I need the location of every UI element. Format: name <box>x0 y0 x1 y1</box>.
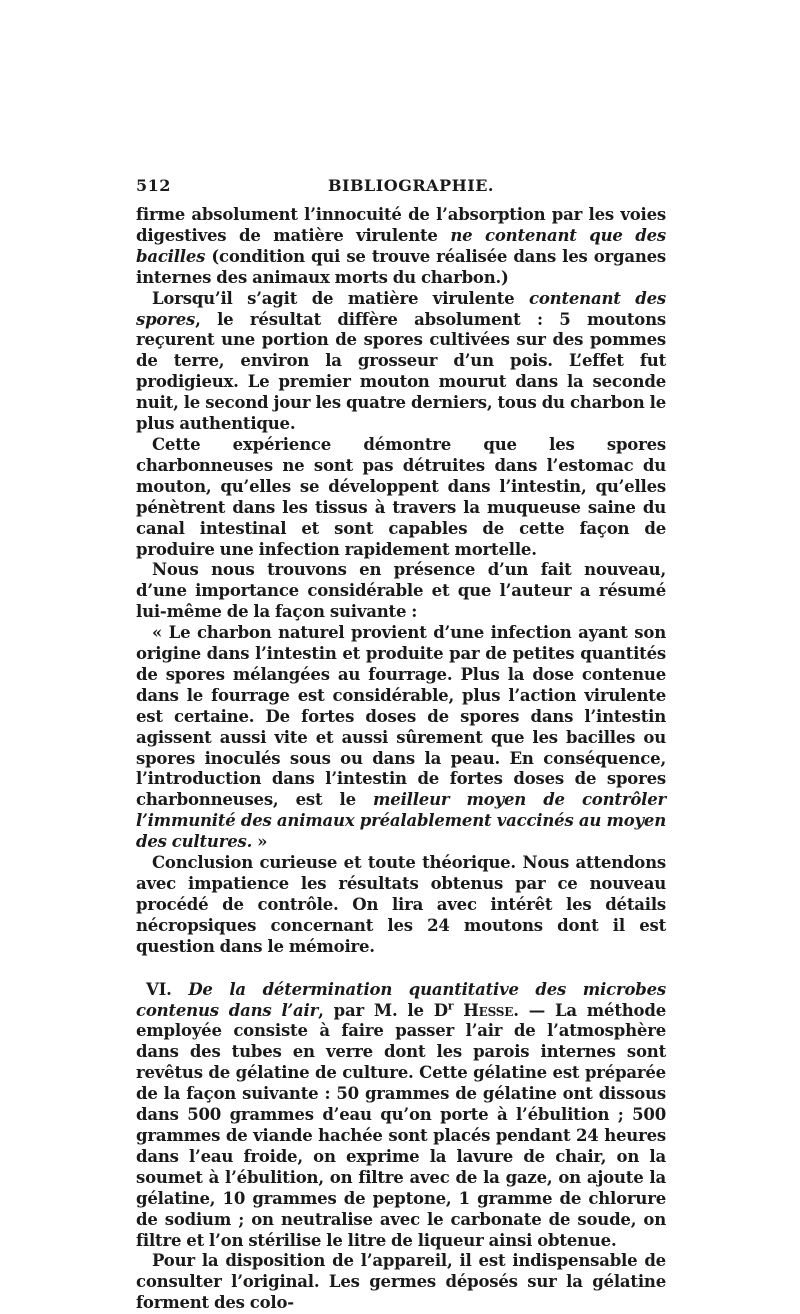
author-name: Hesse <box>463 1000 514 1020</box>
page-body <box>136 205 666 1314</box>
page-header <box>136 176 666 200</box>
paragraph-1: firme absolument l’innocuité de l’absorption par les voies digestives de matière virulente ne contenant que des bacilles (condition qui se trouve réalisée dans les organes internes des animaux morts du charbon.) <box>136 205 666 287</box>
section-vi-paragraph: VI. De la détermination quantitative des microbes contenus dans l’air, par M. le $D^r$ Hesse. — La méthode employée consiste à faire passer l’air de l’atmosphère dans des tubes en verre dont les parois internes sont revêtus de gélatine de culture. Cette gélatine est préparée de la façon suivante : 50 grammes de gélatine ont dissous dans 500 grammes d’eau qu’on porte à l’ébulition ; 500 grammes de viande hachée sont placés pendant 24 heures dans l’eau froide, on exprime la lavure de chair, on la soumet à l’ébulition, on filtre avec de la gaze, on ajoute la gélatine, 10 grammes de peptone, 1 gramme de chlorure de sodium ; on neutralise avec le carbonate de soude, on filtre et l’on stérilise le litre de liqueur ainsi obtenue. <box>136 979 666 1250</box>
paragraph-8: Pour la disposition de l’appareil, il est indispensable de consulter l’original. Les germes déposés sur la gélatine forment des colo- <box>136 1251 666 1313</box>
paragraph-4: Nous nous trouvons en présence d’un fait nouveau, d’une importance considérable et que l’auteur a résumé lui-même de la façon suivante : <box>136 560 666 622</box>
paragraph-6: Conclusion curieuse et toute théorique. Nous attendons avec impatience les résultats obtenus par ce nouveau procédé de contrôle. On lira avec intérêt les détails nécropsiques concernant les 24 moutons dont il est question dans le mémoire. <box>136 853 666 956</box>
running-title: BIBLIOGRAPHIE. <box>328 176 494 195</box>
page-number: 512 <box>136 176 171 195</box>
paragraph-3: Cette expérience démontre que les spores charbonneuses ne sont pas détruites dans l’estomac du mouton, qu’elles se développent dans l’intestin, qu’elles pénètrent dans les tissus à travers la muqueuse saine du canal intestinal et sont capables de cette façon de produire une infection rapidement mortelle. <box>136 434 666 559</box>
paragraph-2: Lorsqu’il s’agit de matière virulente contenant des spores, le résultat diffère absolument : 5 moutons reçurent une portion de spores cultivées sur des pommes de terre, environ la grosseur d’un pois. L’effet fut prodigieux. Le premier mouton mourut dans la seconde nuit, le second jour les quatre derniers, tous du charbon le plus authentique. <box>136 288 666 434</box>
quotation-paragraph: « Le charbon naturel provient d’une infection ayant son origine dans l’intestin et produite par de petites quantités de spores mélangées au fourrage. Plus la dose contenue dans le fourrage est considérable, plus l’action virulente est certaine. De fortes doses de spores dans l’intestin agissent aussi vite et aussi sûrement que les bacilles ou spores inoculés sous ou dans la peau. En conséquence, l’introduction dans l’intestin de fortes doses de spores charbonneuses, est le meilleur moyen de contrôler l’immunité des animaux préalablement vaccinés au moyen des cultures. » <box>136 623 666 852</box>
